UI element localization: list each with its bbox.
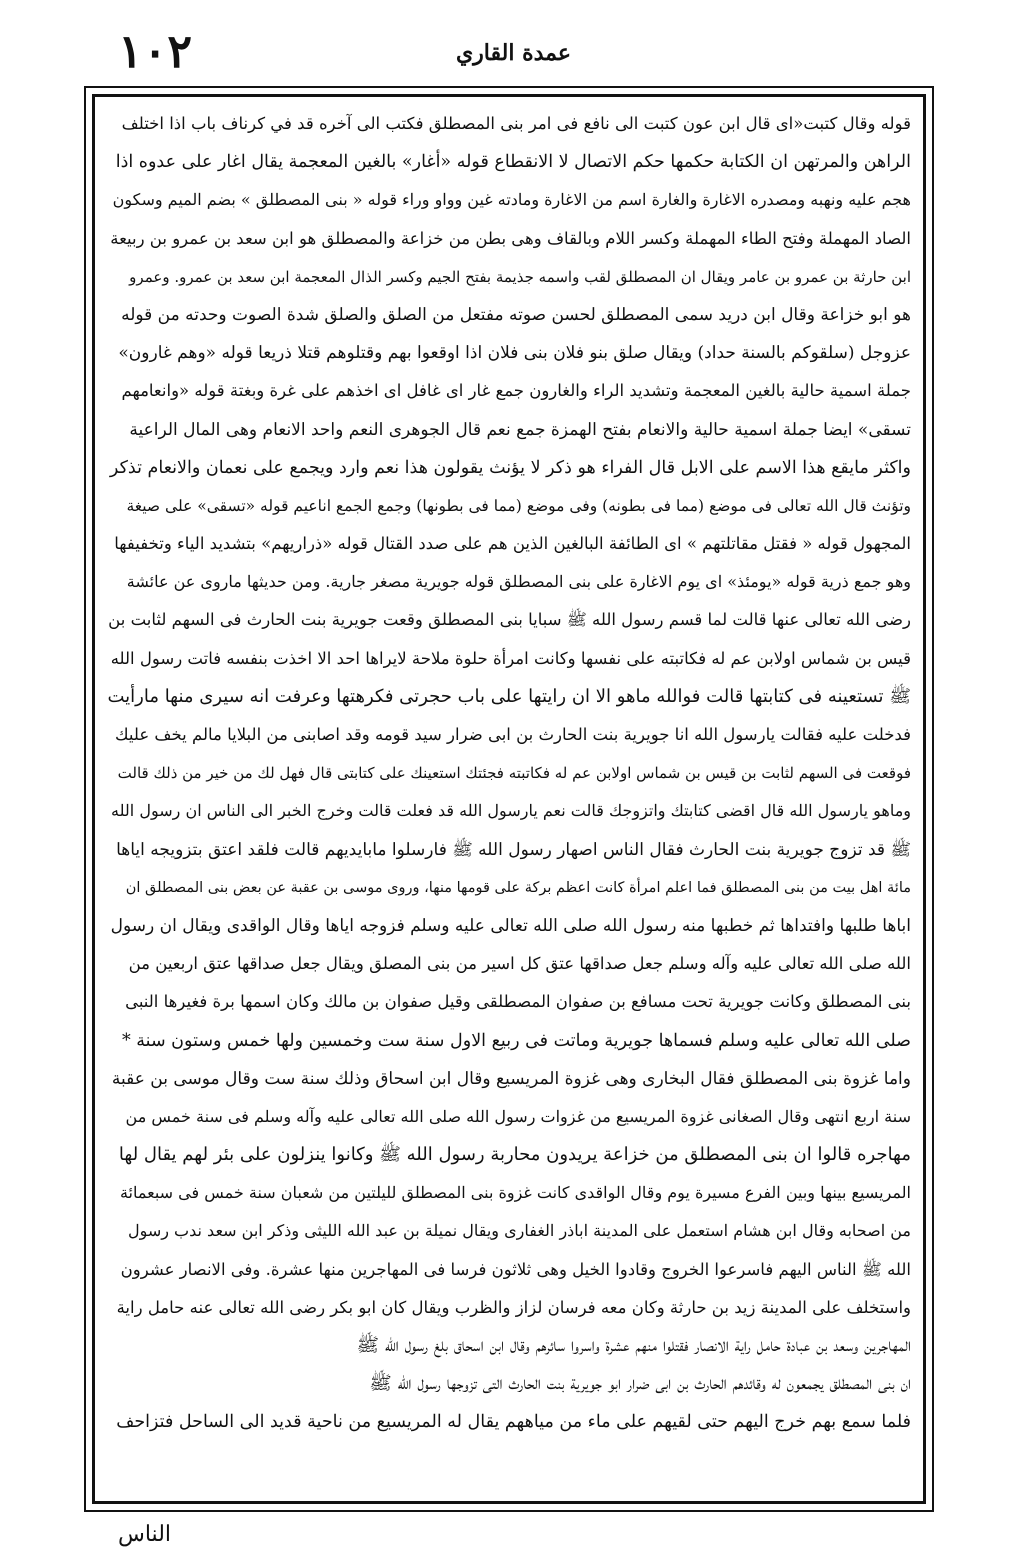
text-line: هجم عليه ونهبه ومصدره الاغارة والغارة اسم من الاغارة ومادته غين وواو وراء قوله « بنى المصطلق » بضم الميم وسكون xyxy=(112,190,911,210)
body-text xyxy=(107,105,911,1442)
text-line: وهو جمع ذرية قوله «يومئذ» اى يوم الاغارة على بنى المصطلق قوله جويرية مصغر جارية. ومن حديثها ماروى عن عائشة xyxy=(126,572,911,592)
text-line: اباها طلبها وافتداها ثم خطبها منه رسول الله صلى الله تعالى عليه وسلم فزوجه اياها وقال الواقدى ويقال ان رسول xyxy=(110,915,911,936)
text-line: واكثر مايقع هذا الاسم على الابل قال الفراء هو ذكر لا يؤنث يقولون هذا نعم وارد ويجمع على نعمان والانعام تذكر xyxy=(109,457,911,478)
text-line: تسقى» ايضا جملة اسمية حالية والانعام بفتح الهمزة جمع نعم قال الجوهرى النعم واحد الانعام وهى المال الراعية xyxy=(129,419,911,440)
text-line: هو ابو خزاعة وقال ابن دريد سمى المصطلق لحسن صوته مفتعل من الصلق والصلق شدة الصوت وحدته من قوله xyxy=(121,304,911,325)
text-line: وماهو يارسول الله قال اقضى كتابتك واتزوجك قالت نعم يارسول الله قد فعلت قالت وخرج الخبر الى الناس ان رسول الله xyxy=(111,801,911,821)
text-line: ان بنى المصطلق يجمعون له وقائدهم الحارث بن ابى ضرار ابو جويرية بنت الحارث التى تزوجها رسول الله ﷺ xyxy=(369,1373,911,1395)
text-line: فدخلت عليه فقالت يارسول الله انا جويرية بنت الحارث بن ابى ضرار سيد قومه وقد اصابنى من البلايا مالم يخف عليك xyxy=(114,725,911,744)
text-line: الراهن والمرتهن ان الكتابة حكمها حكم الاتصال لا الانقطاع قوله «أغار» بالغين المعجمة يقال اغار على عدوه اذا xyxy=(115,152,911,173)
text-line: الله ﷺ الناس اليهم فاسرعوا الخروج وقادوا الخيل وهى ثلاثون فرسا فى المهاجرين منها عشرة. وفى الانصار عشرون xyxy=(120,1259,911,1279)
page-frame xyxy=(84,86,934,1512)
text-block xyxy=(92,94,926,1504)
text-line: فلما سمع بهم خرج اليهم حتى لقيهم على ماء من مياههم يقال له المريسيع من ناحية قديد الى الساحل فتزاحف xyxy=(116,1412,911,1433)
text-line: من اصحابه وقال ابن هشام استعمل على المدينة اباذر الغفارى ويقال نميلة بن عبد الله الليثى وذكر ابن سعد ندب رسول xyxy=(127,1221,911,1241)
text-line: ابن حارثة بن عمرو بن عامر ويقال ان المصطلق لقب واسمه جذيمة بفتح الجيم وكسر الذال المعجمة ابن سعد بن عمرو. وعمرو xyxy=(129,267,911,286)
running-title: عمدة القاري xyxy=(455,40,572,66)
text-line: الصاد المهملة وفتح الطاء المهملة وكسر اللام وبالقاف وهى بطن من خزاعة والمصطلق هو ابن سعد بن عمرو بن ربيعة xyxy=(110,228,911,248)
text-line: المجهول قوله « فقتل مقاتلتهم » اى الطائفة البالغين الذين هم على صدد القتال قوله «ذراريهم» بتشديد الياء وتخفيفها xyxy=(114,534,911,554)
text-line: المهاجرين وسعد بن عبادة حامل راية الانصار فقتلوا منهم عشرة واسروا سائرهم وقال ابن اسحاق بلغ رسول الله ﷺ xyxy=(356,1335,911,1356)
text-line: قوله وقال كتبت«اى قال ابن عون كتبت الى نافع فى امر بنى المصطلق فكتب الى آخره قد في كرناف باب اذا اختلف xyxy=(121,114,911,133)
text-line: مائة اهل بيت من بنى المصطلق فما اعلم امرأة كانت اعظم بركة على قومها منها، وروى موسى بن عقبة عن بعض بنى المصطلق ان xyxy=(125,879,911,896)
text-line: صلى الله تعالى عليه وسلم فسماها جويرية وماتت فى ربيع الاول سنة ست وخمسين ولها خمس وستون سنة * xyxy=(121,1030,911,1051)
text-line: واما غزوة بنى المصطلق فقال البخارى وهى غزوة المريسيع وقال ابن اسحاق وذلك سنة ست وقال موسى بن عقبة xyxy=(111,1068,911,1089)
text-line: المريسيع بينها وبين الفرع مسيرة يوم وقال الواقدى كانت غزوة بنى المصطلق لليلتين من شعبان سنة خمس فى سبعمائة xyxy=(119,1183,911,1203)
catchword: الناس xyxy=(118,1522,172,1547)
text-line: جملة اسمية حالية بالغين المعجمة وتشديد الراء والغارون جمع غار اى غافل اى اخذهم على غرة وبغتة قوله «وانعامهم xyxy=(121,381,911,401)
text-line: واستخلف على المدينة زيد بن حارثة وكان معه فرسان لزاز والظرب ويقال كان ابو بكر رضى الله تعالى عنه حامل راية xyxy=(116,1297,911,1317)
text-line: بنى المصطلق وكانت جويرية تحت مسافع بن صفوان المصطلقى وقيل صفوان بن مالك وكان اسمها برة فغيرها النبى xyxy=(125,992,911,1012)
page-number: ١٠٢ xyxy=(118,24,193,78)
text-line: ﷺ قد تزوج جويرية بنت الحارث فقال الناس اصهار رسول الله ﷺ فارسلوا مابايديهم قالت فلقد اعتق بتزويجه اياها xyxy=(116,839,911,860)
text-line: سنة اربع انتهى وقال الصغانى غزوة المريسيع من غزوات رسول الله صلى الله تعالى عليه وآله وسلم فى سنة خمس من xyxy=(125,1106,911,1126)
text-line: ﷺ تستعينه فى كتابتها قالت فوالله ماهو الا ان رايتها على باب حجرتى فكرهتها وعرفت انه سيرى منها مارأيت xyxy=(107,685,911,707)
text-line: الله صلى الله تعالى عليه وآله وسلم جعل صداقها عتق كل اسير من بنى المصلق ويقال جعل صداقها عتق اربعين من xyxy=(128,954,911,974)
text-line: وتؤنث قال الله تعالى فى موضع (مما فى بطونه) وفى موضع (مما فى بطونها) وجمع الجمع اناعيم قوله «تسقى» على صيغة xyxy=(126,496,911,515)
text-line: قيس بن شماس اولابن عم له فكاتبته على نفسها وكانت امرأة حلوة ملاحة لايراها احد الا اخذت بنفسه فاتت رسول الله xyxy=(110,648,911,668)
text-line: مهاجره قالوا ان بنى المصطلق من خزاعة يريدون محاربة رسول الله ﷺ وكانوا ينزلون على بئر لهم يقال لها xyxy=(118,1144,911,1166)
text-line: رضى الله تعالى عنها قالت لما قسم رسول الله ﷺ سبايا بنى المصطلق وقعت جويرية بنت الحارث فى السهم لثابت بن xyxy=(108,610,911,630)
text-line: فوقعت فى السهم لثابت بن قيس بن شماس اولابن عم له فكاتبته فجئتك استعينك على كتابتى قال فهل لك من خير من ذلك قالت xyxy=(117,764,911,783)
text-line: عزوجل (سلقوكم بالسنة حداد) ويقال صلق بنو فلان بنى فلان اذا اوقعوا بهم وقتلوهم قتلا ذريعا قوله «وهم غارون» xyxy=(118,343,911,364)
